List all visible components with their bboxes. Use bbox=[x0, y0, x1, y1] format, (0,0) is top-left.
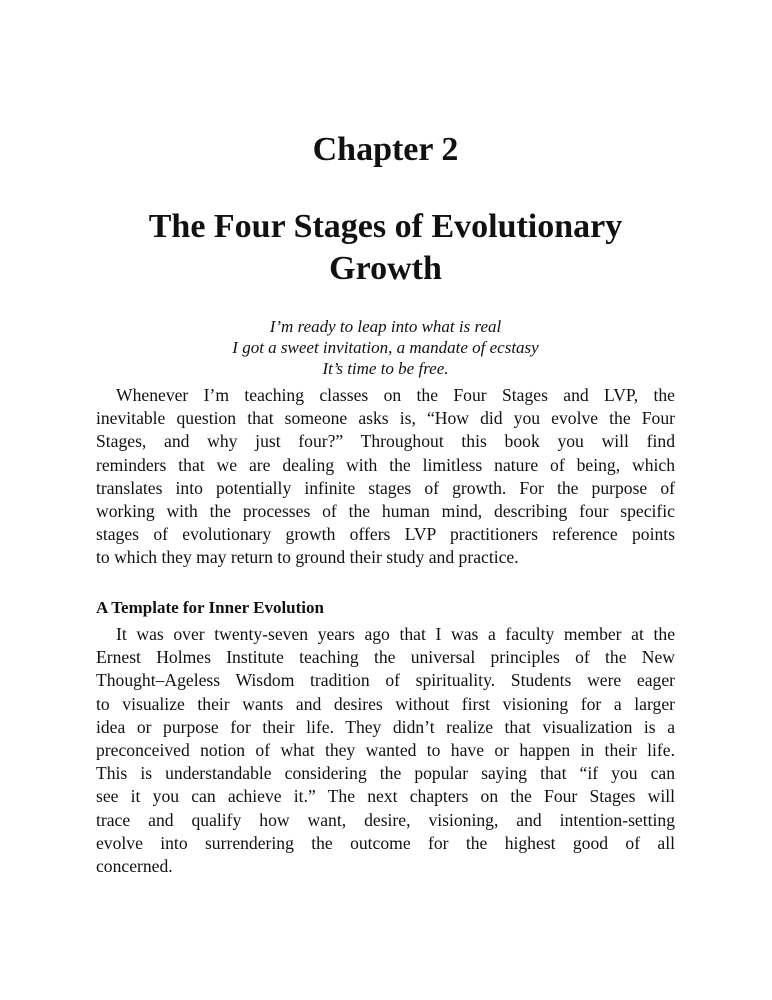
text-line: This is understandable considering the popular saying that “if you can bbox=[96, 763, 675, 784]
epigraph bbox=[96, 316, 675, 379]
text-line: see it you can achieve it.” The next chapters on the Four Stages will bbox=[96, 786, 675, 807]
chapter-number: Chapter 2 bbox=[312, 131, 459, 168]
text-line: evolve into surrendering the outcome for the highest good of all bbox=[96, 832, 675, 853]
text-line: to visualize their wants and desires without first visioning for a larger bbox=[96, 693, 675, 714]
chapter-title bbox=[96, 206, 675, 290]
text-line: Whenever I’m teaching classes on the Four Stages and LVP, the bbox=[116, 385, 675, 405]
text-line: stages of evolutionary growth offers LVP practitioners reference points bbox=[96, 524, 675, 545]
epigraph-line: I got a sweet invitation, a mandate of ecstasy bbox=[232, 338, 539, 357]
text-line: concerned. bbox=[96, 856, 173, 877]
text-line: Stages, and why just four?” Throughout this book you will find bbox=[96, 431, 675, 452]
chapter-title-line: The Four Stages of Evolutionary bbox=[148, 208, 623, 245]
text-line: trace and qualify how want, desire, visioning, and intention-setting bbox=[96, 809, 675, 830]
chapter-title-line: Growth bbox=[329, 250, 442, 287]
epigraph-line: It’s time to be free. bbox=[322, 359, 449, 378]
text-line: reminders that we are dealing with the limitless nature of being, which bbox=[96, 454, 675, 475]
body-paragraph bbox=[96, 384, 675, 570]
text-line: preconceived notion of what they wanted to have or happen in their life. bbox=[96, 740, 675, 761]
text-line: translates into potentially infinite stages of growth. For the purpose of bbox=[96, 477, 675, 498]
epigraph-line: I’m ready to leap into what is real bbox=[269, 317, 502, 336]
text-line: to which they may return to ground their study and practice. bbox=[96, 547, 519, 568]
text-line: Ernest Holmes Institute teaching the universal principles of the New bbox=[96, 647, 675, 668]
text-line: inevitable question that someone asks is, “How did you evolve the Four bbox=[96, 408, 675, 429]
section-heading: A Template for Inner Evolution bbox=[96, 598, 324, 617]
text-line: It was over twenty-seven years ago that I was a faculty member at the bbox=[116, 624, 675, 644]
text-line: idea or purpose for their life. They didn’t realize that visualization is a bbox=[96, 716, 675, 737]
text-line: Thought–Ageless Wisdom tradition of spirituality. Students were eager bbox=[96, 670, 675, 691]
text-line: working with the processes of the human mind, describing four specific bbox=[96, 501, 675, 522]
body-paragraph bbox=[96, 623, 675, 878]
